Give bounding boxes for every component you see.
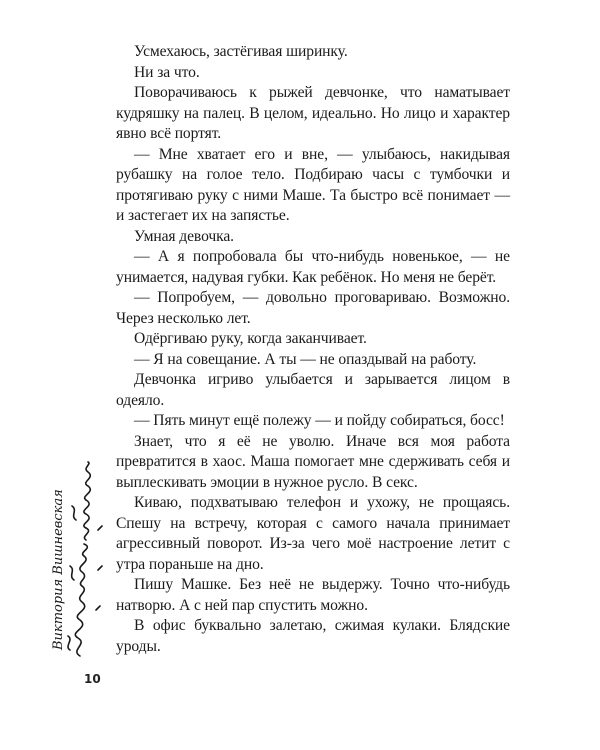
paragraph: Умная девочка.: [134, 227, 234, 245]
paragraph: Девчонка игриво улыбается и зарывается лицом в одеяло.: [116, 371, 510, 409]
paragraph: — Попробуем, — довольно проговариваю. Возможно. Через несколько лет.: [116, 289, 510, 327]
body-text: [116, 42, 510, 657]
paragraph: — Пять минут ещё полежу — и пойду собираться, босс!: [134, 412, 505, 429]
paragraph: Поворачиваюсь к рыжей девчонке, что наматывает кудряшку на палец. В целом, идеально. Но лицо и характер явно всё портят.: [116, 84, 510, 142]
paragraph: Одёргиваю руку, когда заканчивает.: [134, 330, 367, 347]
paragraph: Пишу Машке. Без неё не выдержу. Точно что-нибудь натворю. А с ней пар спустить можно.: [116, 576, 510, 614]
author-signature-logo: [40, 460, 110, 660]
paragraph: Ни за что.: [134, 63, 200, 81]
author-signature-text: Виктория Вишневская: [51, 489, 66, 650]
paragraph: — Мне хватает его и вне, — улыбаюсь, накидывая рубашку на голое тело. Подбираю часы с тумбочки и протягиваю руку с ними Маше. Та быстро всё понимает — и застегает их на запястье.: [116, 145, 510, 224]
paragraph: — Я на совещание. А ты — не опаздывай на работу.: [134, 350, 477, 368]
paragraph: Знает, что я её не уволю. Иначе вся моя работа превратится в хаос. Маша помогает мне сдерживать себя и выплескивать эмоции в нужное русло. В секс.: [116, 432, 510, 491]
page-number: 10: [84, 672, 101, 686]
paragraph: Киваю, подхватываю телефон и ухожу, не прощаясь. Спешу на встречу, которая с самого начала принимает агрессивный поворот. Из-за чего моё настроение летит с утра пораньше на дно.: [116, 494, 510, 573]
paragraph: В офис буквально залетаю, сжимая кулаки. Блядские уроды.: [116, 617, 510, 655]
paragraph: — А я попробовала бы что-нибудь новенькое, — не унимается, надувая губки. Как ребёнок. Но меня не берёт.: [116, 248, 510, 286]
paragraph: Усмехаюсь, застёгивая ширинку.: [134, 43, 348, 60]
